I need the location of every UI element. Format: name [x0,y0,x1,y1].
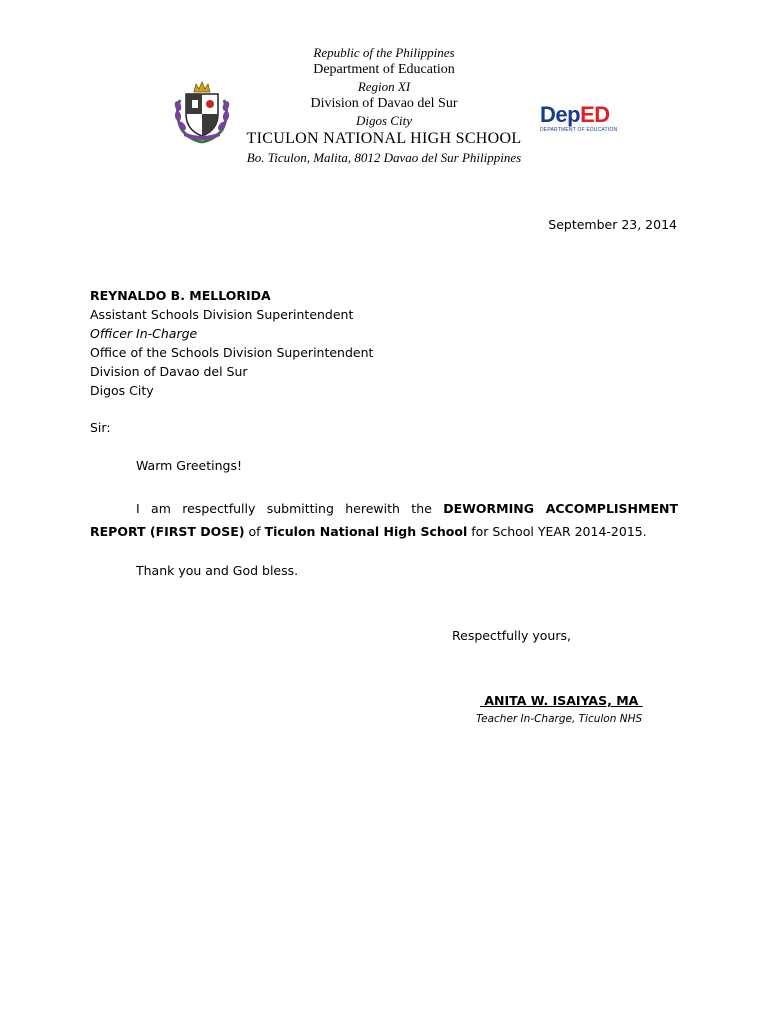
recipient-name: REYNALDO B. MELLORIDA [90,288,271,303]
recipient-office: Office of the Schools Division Superintendent [90,345,374,360]
paragraph-text-2: of [244,524,265,539]
deped-logo-ed: ED [580,102,610,127]
greeting: Warm Greetings! [136,458,242,473]
recipient-division: Division of Davao del Sur [90,364,248,379]
school-seal-icon [170,80,234,144]
school-address: Bo. Ticulon, Malita, 8012 Davao del Sur Philippines [246,150,522,165]
letterhead [0,44,768,166]
deped-logo-dep: Dep [540,102,581,127]
thanks-line: Thank you and God bless. [136,563,299,578]
region-line: Region XI [357,79,411,94]
recipient-block [90,286,373,400]
recipient-city: Digos City [90,383,154,398]
recipient-title: Assistant Schools Division Superintendent [90,307,354,322]
recipient-role: Officer In-Charge [90,326,198,341]
school-reference: Ticulon National High School [264,524,468,539]
school-name: TICULON NATIONAL HIGH SCHOOL [246,130,522,147]
closing-line: Respectfully yours, [452,628,571,643]
city-line: Digos City [356,113,412,128]
department-line: Department of Education [313,62,455,77]
report-title: DEWORMING ACCOMPLISHMENT REPORT (FIRST DOSE) [90,501,678,539]
paragraph-text-1: I am respectfully submitting herewith the [136,501,444,516]
letter-date: September 23, 2014 [548,217,677,232]
paragraph-text-3: for School YEAR 2014-2015. [467,524,647,539]
deped-logo-subtitle: DEPARTMENT OF EDUCATION [540,127,618,133]
body-paragraph [90,497,678,543]
salutation: Sir: [90,420,111,435]
division-line: Division of Davao del Sur [310,96,458,111]
republic-line: Republic of the Philippines [313,45,455,60]
deped-logo [540,104,620,138]
signatory-name: ANITA W. ISAIYAS, MA [480,693,643,708]
signatory-title: Teacher In-Charge, Ticulon NHS [476,713,643,725]
